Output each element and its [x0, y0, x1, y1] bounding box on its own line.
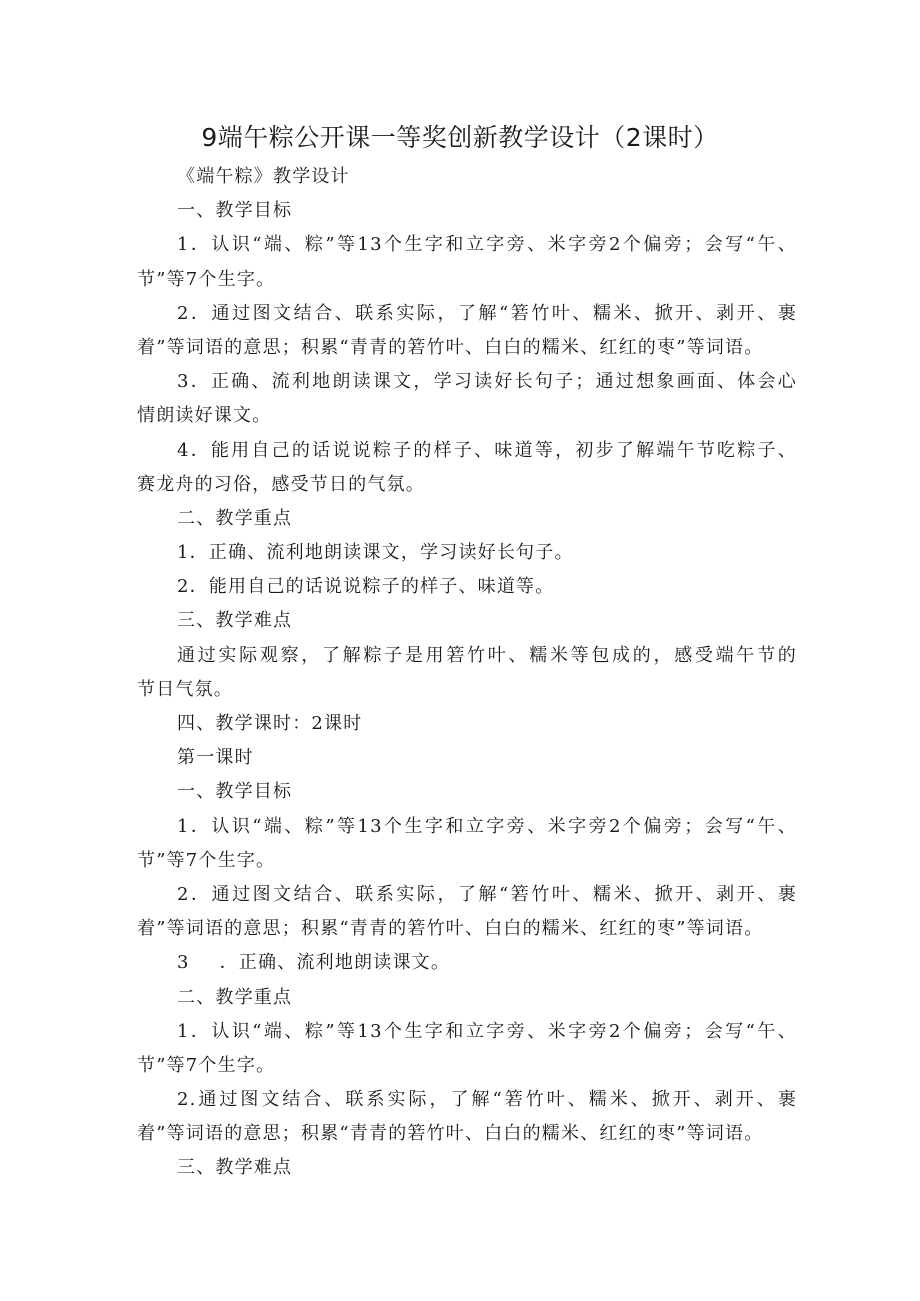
paragraph-line — [137, 946, 797, 980]
section-heading: 一、教学目标 — [177, 781, 293, 803]
paragraph-line: 节”等7个生字。 — [137, 849, 276, 871]
document-title: 9端午粽公开课一等奖创新教学设计（2课时） — [201, 123, 719, 152]
paragraph-line: 2．能用自己的话说说粽子的样子、味道等。 — [177, 576, 555, 598]
section-heading: 三、教学难点 — [177, 610, 293, 632]
list-number: 3 — [177, 952, 190, 974]
paragraph-line: 着”等词语的意思；积累“青青的箬竹叶、白白的糯米、红红的枣”等词语。 — [137, 1123, 764, 1145]
paragraph-line: 3．正确、流利地朗读课文，学习读好长句子；通过想象画面、体会心 — [177, 371, 797, 393]
paragraph-line: 1．认识“端、粽”等13个生字和立字旁、米字旁2个偏旁；会写“午、 — [177, 234, 797, 256]
paragraph-line: 节”等7个生字。 — [137, 1054, 276, 1076]
section-heading: 一、教学目标 — [177, 200, 293, 222]
paragraph-line: 着”等词语的意思；积累“青青的箬竹叶、白白的糯米、红红的枣”等词语。 — [137, 918, 764, 940]
list-text: ．正确、流利地朗读课文。 — [219, 952, 451, 974]
section-heading: 四、教学课时：2课时 — [177, 713, 363, 734]
paragraph-line: 节日气氛。 — [137, 678, 233, 700]
section-heading: 第一课时 — [177, 747, 254, 769]
paragraph-line: 4．能用自己的话说说粽子的样子、味道等，初步了解端午节吃粽子、 — [177, 439, 797, 461]
section-heading: 二、教学重点 — [177, 986, 293, 1008]
paragraph-line: 情朗读好课文。 — [137, 405, 272, 427]
document-body — [137, 160, 797, 1186]
paragraph-line: 着”等词语的意思；积累“青青的箬竹叶、白白的糯米、红红的枣”等词语。 — [137, 336, 764, 358]
paragraph-line: 2．通过图文结合、联系实际，了解“箬竹叶、糯米、掀开、剥开、裹 — [177, 883, 797, 905]
paragraph-line: 通过实际观察，了解粽子是用箬竹叶、糯米等包成的，感受端午节的 — [177, 644, 797, 666]
section-heading: 二、教学重点 — [177, 507, 293, 529]
paragraph-line: 2．通过图文结合、联系实际，了解“箬竹叶、糯米、掀开、剥开、裹 — [177, 302, 797, 324]
paragraph-line: 节”等7个生字。 — [137, 268, 276, 290]
section-heading: 三、教学难点 — [177, 1157, 293, 1179]
paragraph-line: 赛龙舟的习俗，感受节日的气氛。 — [137, 473, 425, 495]
paragraph-line: 1．认识“端、粽”等13个生字和立字旁、米字旁2个偏旁；会写“午、 — [177, 815, 797, 837]
paragraph-line: 1．认识“端、粽”等13个生字和立字旁、米字旁2个偏旁；会写“午、 — [177, 1020, 797, 1042]
paragraph-line: 2.通过图文结合、联系实际，了解“箬竹叶、糯米、掀开、剥开、裹 — [177, 1089, 797, 1111]
paragraph-line: 1．正确、流利地朗读课文，学习读好长句子。 — [177, 542, 574, 564]
subtitle: 《端午粽》教学设计 — [177, 166, 350, 187]
